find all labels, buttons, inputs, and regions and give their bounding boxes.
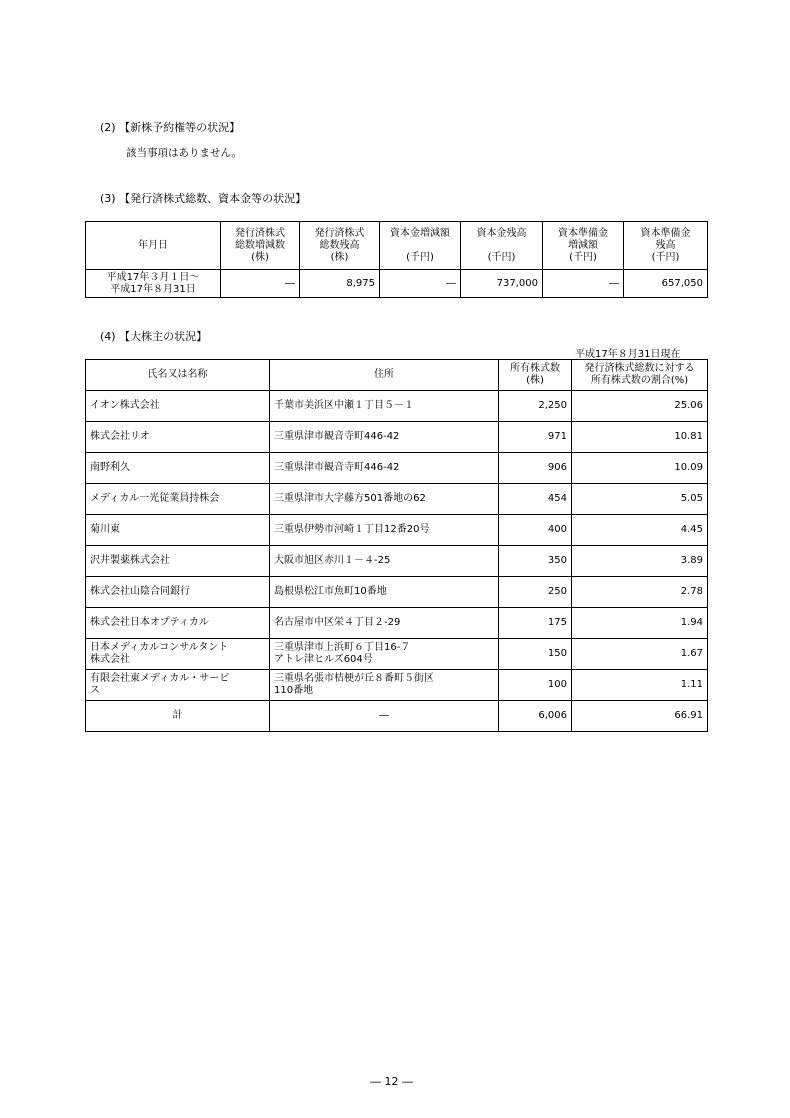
cell-shares: 400 xyxy=(499,515,572,546)
total-ratio: 66.91 xyxy=(572,701,708,732)
cell-name: イオン株式会社 xyxy=(86,391,270,422)
cell-ratio: 10.09 xyxy=(572,453,708,484)
cell-name: 株式会社リオ xyxy=(86,422,270,453)
cell-name: 南野利久 xyxy=(86,453,270,484)
cell-shares: 350 xyxy=(499,546,572,577)
cell-shares: 971 xyxy=(499,422,572,453)
section4-heading: (4) 【大株主の状況】 xyxy=(100,330,208,343)
cell-address: 大阪市旭区赤川１－４-25 xyxy=(270,546,499,577)
cell-shares: 454 xyxy=(499,484,572,515)
cell-ratio: 4.45 xyxy=(572,515,708,546)
cell-address: 千葉市美浜区中瀬１丁目５－１ xyxy=(270,391,499,422)
cell-name: 菊川東 xyxy=(86,515,270,546)
total-label: 計 xyxy=(86,701,270,732)
cell-ratio: 10.81 xyxy=(572,422,708,453)
share-capital-header-row xyxy=(86,222,708,270)
shareholders-header-row xyxy=(86,360,708,391)
cell-address: 三重県名張市桔梗が丘８番町５街区 110番地 xyxy=(270,670,499,701)
section2-heading: (2) 【新株予約権等の状況】 xyxy=(100,121,241,134)
cell-shares: 150 xyxy=(499,639,572,670)
cell-ratio: 5.05 xyxy=(572,484,708,515)
header-date: 年月日 xyxy=(86,222,221,270)
section2-text: 該当事項はありません。 xyxy=(126,147,243,159)
header-name: 氏名又は名称 xyxy=(86,360,270,391)
cell-address: 名古屋市中区栄４丁目２-29 xyxy=(270,608,499,639)
cell-shares-balance: 8,975 xyxy=(300,270,380,298)
page-number: ― 12 ― xyxy=(370,1075,413,1088)
header-reserve-balance: 資本準備金 残高 (千円) xyxy=(624,222,708,270)
section3-heading: (3) 【発行済株式総数、資本金等の状況】 xyxy=(100,192,307,205)
cell-name: 日本メディカルコンサルタント 株式会社 xyxy=(86,639,270,670)
cell-ratio: 1.11 xyxy=(572,670,708,701)
cell-address: 三重県津市観音寺町446-42 xyxy=(270,422,499,453)
share-capital-row xyxy=(86,270,708,298)
table-row xyxy=(86,608,708,639)
cell-shares-change: ― xyxy=(221,270,300,298)
total-shares: 6,006 xyxy=(499,701,572,732)
cell-ratio: 1.94 xyxy=(572,608,708,639)
share-capital-table xyxy=(85,221,708,298)
table-row xyxy=(86,453,708,484)
header-shares-change: 発行済株式 総数増減数 (株) xyxy=(221,222,300,270)
header-shares: 所有株式数 (株) xyxy=(499,360,572,391)
cell-shares: 250 xyxy=(499,577,572,608)
cell-shares: 100 xyxy=(499,670,572,701)
table-row xyxy=(86,515,708,546)
cell-ratio: 1.67 xyxy=(572,639,708,670)
table-row xyxy=(86,422,708,453)
cell-ratio: 3.89 xyxy=(572,546,708,577)
table-row xyxy=(86,639,708,670)
cell-name: メディカル一光従業員持株会 xyxy=(86,484,270,515)
cell-name: 沢井製薬株式会社 xyxy=(86,546,270,577)
total-row xyxy=(86,701,708,732)
table-row xyxy=(86,391,708,422)
cell-address: 三重県津市上浜町６丁目16-７ アトレ津ヒルズ604号 xyxy=(270,639,499,670)
cell-name: 有限会社東メディカル・サービ ス xyxy=(86,670,270,701)
table-row xyxy=(86,546,708,577)
as-of-date: 平成17年８月31日現在 xyxy=(575,349,681,360)
cell-ratio: 2.78 xyxy=(572,577,708,608)
cell-address: 三重県津市観音寺町446-42 xyxy=(270,453,499,484)
table-row xyxy=(86,670,708,701)
cell-name: 株式会社日本オプティカル xyxy=(86,608,270,639)
cell-address: 島根県松江市魚町10番地 xyxy=(270,577,499,608)
cell-date: 平成17年３月１日～ 平成17年８月31日 xyxy=(86,270,221,298)
header-shares-balance: 発行済株式 総数残高 (株) xyxy=(300,222,380,270)
cell-reserve-balance: 657,050 xyxy=(624,270,708,298)
header-capital-change: 資本金増減額 (千円) xyxy=(380,222,461,270)
header-reserve-change: 資本準備金 増減額 (千円) xyxy=(543,222,624,270)
cell-capital-balance: 737,000 xyxy=(461,270,543,298)
total-address: ― xyxy=(270,701,499,732)
cell-address: 三重県伊勢市河崎１丁目12番20号 xyxy=(270,515,499,546)
table-row xyxy=(86,577,708,608)
major-shareholders-table xyxy=(85,359,708,732)
cell-shares: 175 xyxy=(499,608,572,639)
cell-address: 三重県津市大字藤方501番地の62 xyxy=(270,484,499,515)
cell-shares: 906 xyxy=(499,453,572,484)
cell-name: 株式会社山陰合同銀行 xyxy=(86,577,270,608)
header-ratio: 発行済株式総数に対する 所有株式数の割合(%) xyxy=(572,360,708,391)
cell-shares: 2,250 xyxy=(499,391,572,422)
cell-capital-change: ― xyxy=(380,270,461,298)
header-address: 住所 xyxy=(270,360,499,391)
cell-ratio: 25.06 xyxy=(572,391,708,422)
header-capital-balance: 資本金残高 (千円) xyxy=(461,222,543,270)
cell-reserve-change: ― xyxy=(543,270,624,298)
table-row xyxy=(86,484,708,515)
